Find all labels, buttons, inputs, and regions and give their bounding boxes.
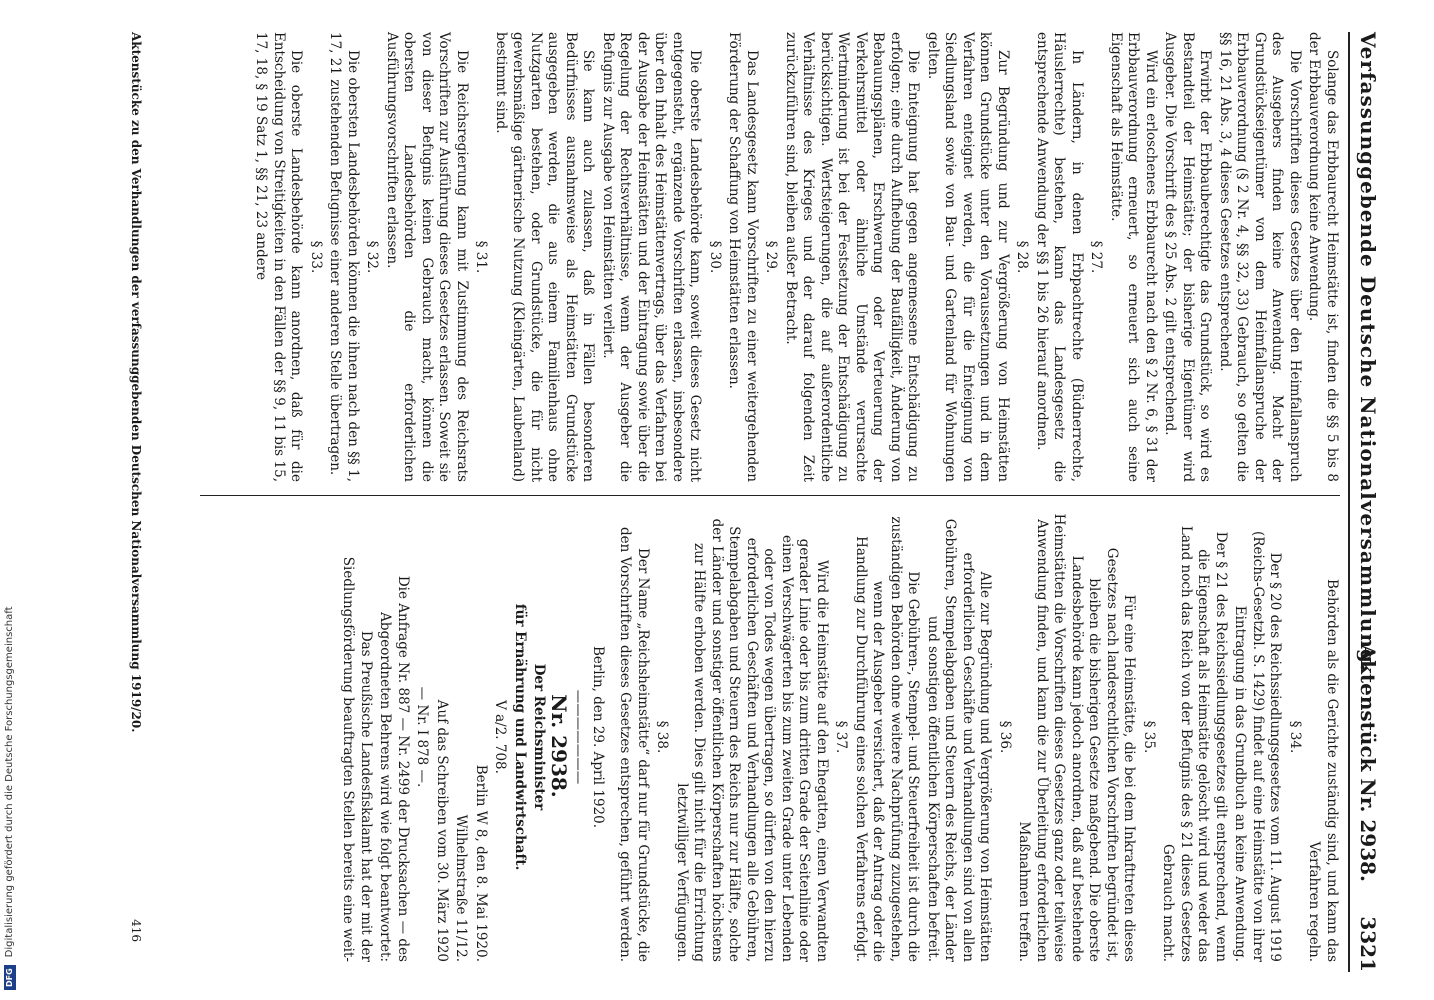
section-heading: § 30.: [707, 240, 723, 274]
street-line: Wilhelmstraße 11/12.: [453, 814, 470, 962]
paragraph: Der § 20 des Reichssiedlungsgesetzes vom 11. August 1919 (Reichs-Gesetzbl. S. 1429) findet auf eine Heimstätte von ihrer Eintragung in das Grundbuch an keine Anwendung.: [1232, 531, 1284, 962]
paragraph: In Ländern, in denen Erbpachtrechte (Büdnerrechte, Häuslerrechte) bestehen, kann das Landesgesetz die entsprechende Anwendung der §§ 1 bis 26 hierauf anordnen.: [1034, 32, 1085, 482]
stamp-caption: Digitalisierung gefördert durch die Deutsche Forschungsgemeinschaft: [4, 606, 15, 958]
paragraph: Alle zur Begründung und Vergrößerung von Heimstätten erforderlichen Geschäfte und Verhandlungen sind von allen Gebühren, Stempelabgaben und Steuern des Reichs, der Länder und sonstigen öffentlichen Körperschaften befreit.: [925, 518, 994, 962]
column-divider: [200, 495, 1340, 496]
paragraph: Die Gebühren-, Stempel- und Steuerfreiheit ist durch die zuständigen Behörden ohne weitere Nachprüfung zuzugestehen, wenn der Ausgeber versichert, daß der Antrag oder die Handlung zur Durchführung eines solchen Verfahrens erfolgt.: [853, 516, 922, 962]
letter-number: — Nr. I 878 —.: [414, 686, 431, 788]
sender-title: Der Reichsminister: [531, 663, 548, 811]
sender-department: für Ernährung und Landwirtschaft.: [512, 603, 528, 871]
paragraph: Der § 21 des Reichssiedlungsgesetzes gilt entsprechend, wenn die Eigenschaft als Heimstätte gelöscht wird und weder das Land noch das Reich von der Befugnis des § 21 dieses Gesetzes Gebrauch macht.: [1160, 525, 1229, 962]
right-column: [180, 512, 1340, 962]
document-page: [84, 32, 1384, 972]
footer-text: Aktenstücke zu den Verhandlungen der verfassunggebenden Deutschen Nationalversammlung 1919/20.: [129, 32, 143, 733]
header-page-number: 3321: [1356, 916, 1380, 972]
paragraph: Solange das Erbbaurecht Heimstätte ist, finden die §§ 5 bis 8 der Erbbauverordnung keine Anwendung.: [1306, 32, 1340, 482]
section-heading: § 38.: [654, 720, 671, 754]
paragraph: Behörden als die Gerichte zuständig sind, und kann das Verfahren regeln.: [1306, 579, 1340, 962]
header-document-number: Aktenstück Nr. 2938.: [1356, 644, 1380, 882]
paragraph: Sie kann auch zulassen, daß in Fällen besonderen Bedürfnisses ausnahmsweise als Heimstätten Grundstücke ausgegeben werden, die aus einem Familienhaus ohne Nutzgarten bestehen, oder Grundstücke, die für nicht gewerbsmäßige gärtnerische Nutzung (Kleingärten, Laubenland) bestimmt sind.: [493, 32, 597, 482]
paragraph: Zur Begründung und zur Vergrößerung von Heimstätten können Grundstücke unter den Voraussetzungen und in dem Verfahren enteignet werden, die für die Enteignung von Siedlungsland sowie von Bau- und Gartenland für Wohnungen gelten.: [925, 32, 1011, 482]
paragraph: Das Preußische Landesfiskalamt hat der mit der Siedlungsförderung beauftragten Stellen bereits eine weit-: [340, 556, 374, 962]
date-line: Berlin, den 29. April 1920.: [590, 645, 606, 829]
page-footer: [114, 32, 144, 972]
paragraph: Wird ein erloschenes Erbbaurecht nach den § 2 Nr. 6, § 31 der Erbbauverordnung erneuert, so erneuert sich auch seine Eigenschaft als Heimstätte.: [1108, 32, 1159, 482]
section-heading: § 37.: [833, 720, 850, 754]
paragraph: Die oberste Landesbehörde kann anordnen, daß für die Entscheidung von Streitigkeiten in den Fällen der §§ 9, 11 bis 15, 17, 18, § 19 Satz 1, §§ 21, 23 andere: [253, 32, 305, 482]
section-heading: § 27.: [1088, 240, 1105, 274]
letter-reference: Auf das Schreiben vom 30. März 1920: [434, 699, 450, 962]
section-heading: § 29.: [763, 240, 780, 274]
section-heading: § 36.: [997, 720, 1013, 754]
paragraph: Das Landesgesetz kann Vorschriften zu einer weitergehenden Förderung der Schaffung von Heimstätten erlassen.: [726, 32, 760, 482]
paragraph: Die obersten Landesbehörden können die ihnen nach den §§ 1, 17, 21 zustehenden Befugnisse einer anderen Stelle übertragen.: [327, 32, 361, 482]
dfg-logo: DFG: [4, 965, 16, 990]
page-header: [1348, 32, 1384, 972]
paragraph: Erwirbt der Erbbauberechtigte das Grundstück, so wird es Bestandteil der Heimstätte; der bisherige Eigentümer wird Ausgeber. Die Vorschrift des § 25 Abs. 2 gilt entsprechend.: [1162, 32, 1214, 482]
separator-line: ———————: [570, 689, 587, 785]
date-line: Berlin W 8, den 8. Mai 1920.: [473, 764, 489, 962]
digitization-stamp: [2, 0, 18, 1000]
paragraph: Die Enteignung hat gegen angemessene Entschädigung zu erfolgen; eine durch Aufhebung der Baufälligkeit, Änderung von Bebauungsplänen, Erschwerung oder Verteuerung der Verkehrsmittel oder ähnliche Umstände verursachte Wertminderung ist bei der Festsetzung der Entschädigung zu berücksichtigen. Wertsteigerungen, die auf außerordentliche Verhältnisse des Krieges und der darauf folgenden Zeit zurückzuführen sind, bleiben außer Betracht.: [783, 32, 922, 482]
section-heading: § 31.: [473, 240, 490, 274]
footer-number: 416: [129, 919, 143, 942]
stamp-text: [2, 10, 18, 990]
reference-number: V a/2. 708.: [492, 700, 509, 774]
section-heading: § 35.: [1141, 720, 1157, 754]
paragraph: Die Reichsregierung kann mit Zustimmung des Reichsrats Vorschriften zur Ausführung dieses Gesetzes erlassen. Soweit sie von dieser Befugnis keinen Gebrauch macht, können die obersten Landesbehörden die erforderlichen Ausführungsvorschriften erlassen.: [384, 32, 470, 482]
paragraph: Die oberste Landesbehörde kann, soweit dieses Gesetz nicht entgegensteht, ergänzende Vorschriften erlassen, insbesondere über den Inhalt des Heimstättenvertrags, über das Verfahren bei der Ausgabe der Heimstätten und der Eintragung sowie über die Regelung der Rechtsverhältnisse, wenn der Ausgeber die Befugnis zur Ausgabe von Heimstätten verliert.: [600, 32, 704, 482]
paragraph: Der Name „Reichsheimstätte“ darf nur für Grundstücke, die den Vorschriften dieses Gesetzes entsprechen, geführt werden.: [617, 526, 651, 962]
document-number: Nr. 2938.: [547, 694, 571, 798]
paragraph: Die Anfrage Nr. 887 — Nr. 2499 der Drucksachen — des Abgeordneten Behrens wird wie folgt beantwortet:: [377, 575, 411, 962]
section-heading: § 34.: [1287, 720, 1303, 754]
section-heading: § 32.: [364, 240, 381, 274]
paragraph: Die Vorschriften dieses Gesetzes über den Heimfallanspruch des Ausgebers finden keine Anwendung. Macht der Grundstückseigentümer von dem Heimfallanspruche der Erbbauverordnung (§ 2 Nr. 4, §§ 32, 33) Gebrauch, so gelten die §§ 16, 21 Abs. 3, 4 dieses Gesetzes entsprechend.: [1217, 32, 1303, 482]
paragraph: Wird die Heimstätte auf den Ehegatten, einen Verwandten gerader Linie oder bis zum dritten Grade der Seitenlinie oder einen Verschwägerten bis zum zweiten Grade unter Lebenden oder von Todes wegen übertragen, so dürfen von den hierzu erforderlichen Geschäften und Verhandlungen alle Gebühren, Stempelabgaben und Steuern des Reichs nur zur Hälfte, solche der Länder und sonstiger öffentlichen Körperschaften höchstens zur Hälfte erhoben werden. Dies gilt nicht für die Errichtung letztwilliger Verfügungen.: [674, 518, 830, 962]
paragraph: Für eine Heimstätte, die bei dem Inkrafttreten dieses Gesetzes nach landesrechtlichen Vorschriften begründet ist, bleiben die bisherigen Gesetze maßgebend. Die oberste Landesbehörde kann jedoch anordnen, daß auf bestehende Heimstätten die Vorschriften dieses Gesetzes ganz oder teilweise Anwendung finden, und kann die zur Überleitung erforderlichen Maßnahmen treffen.: [1016, 513, 1138, 962]
header-title: Verfassunggebende Deutsche Nationalversammlung.: [1356, 32, 1380, 672]
section-heading: § 28.: [1014, 240, 1031, 274]
section-heading: § 33.: [308, 240, 324, 274]
left-column: [180, 32, 1340, 482]
